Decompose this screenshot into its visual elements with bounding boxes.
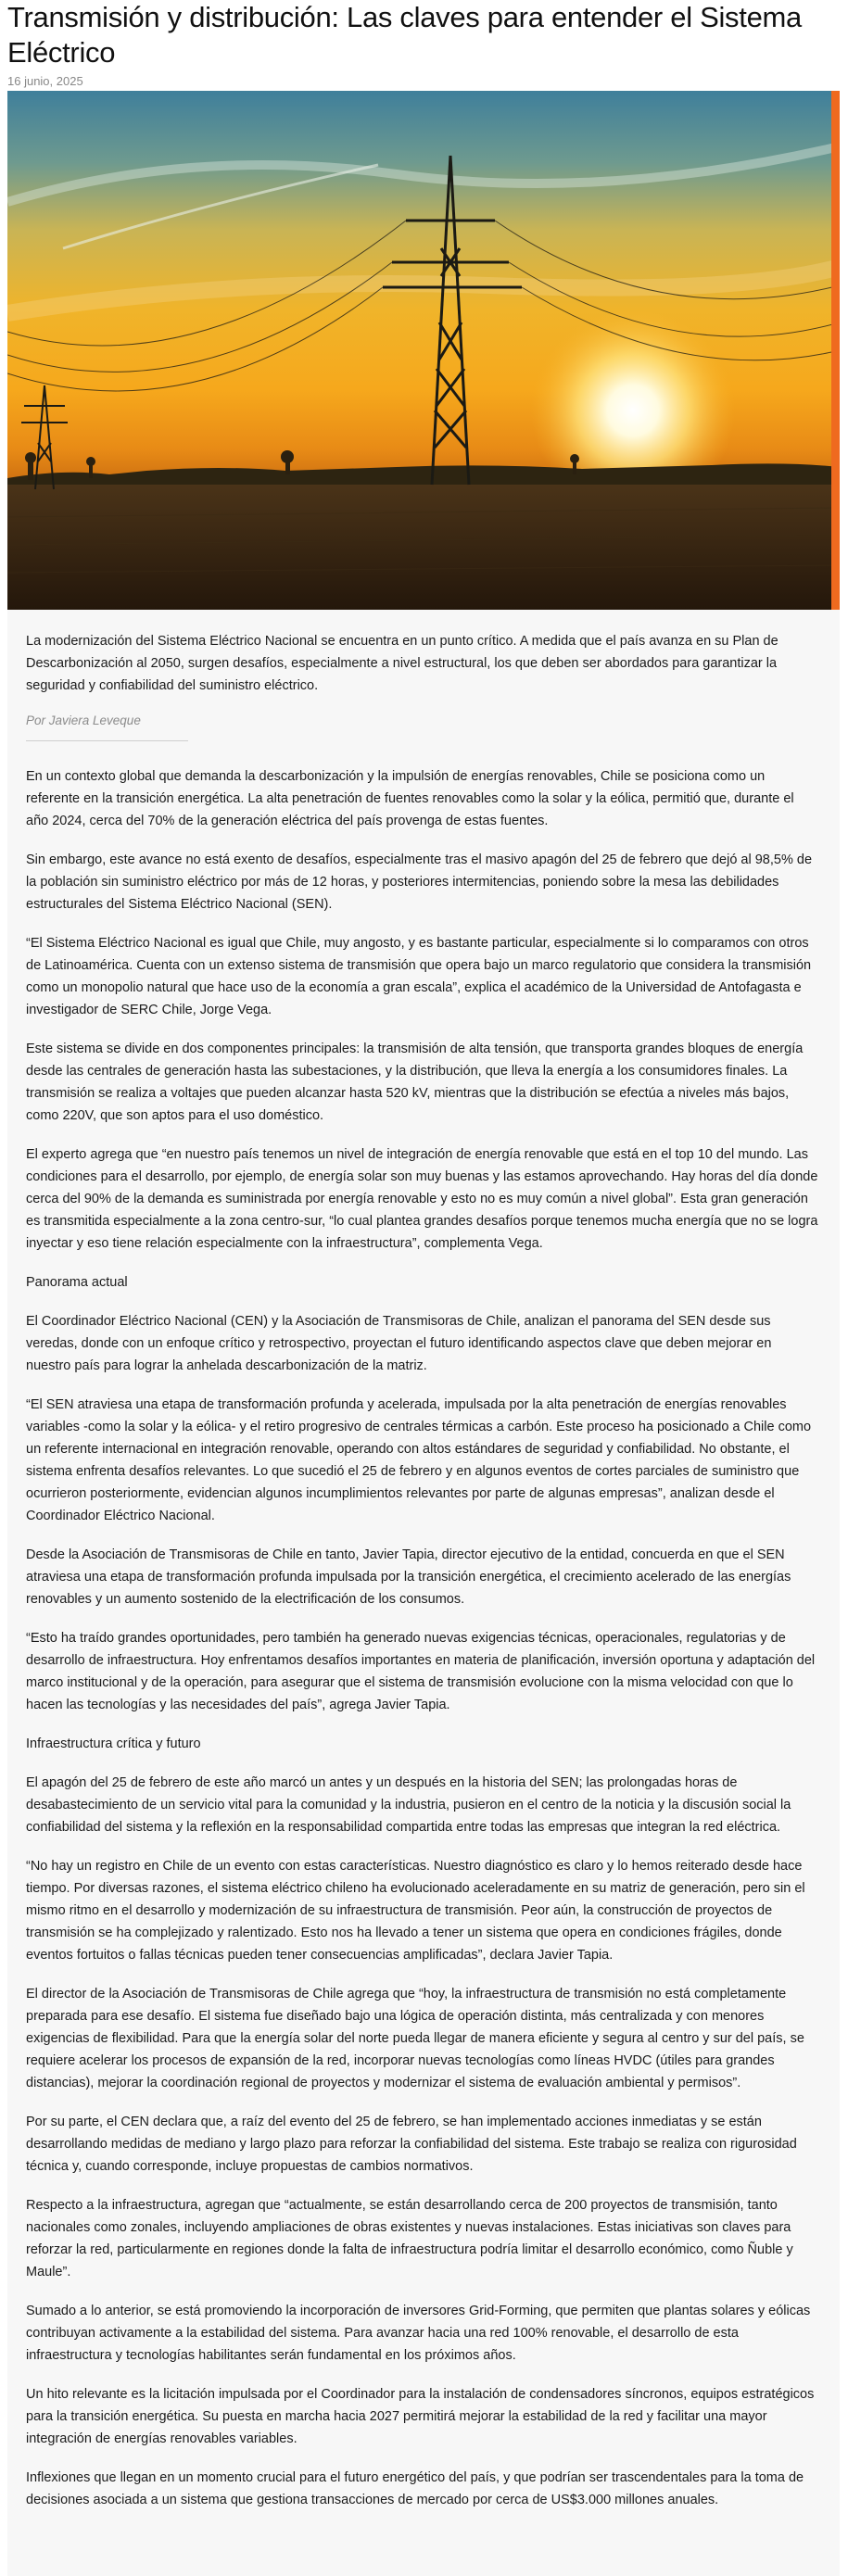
article-byline: Por Javiera Leveque — [26, 713, 141, 727]
article-paragraph: Sumado a lo anterior, se está promoviendo la incorporación de inversores Grid-Forming, que permiten que plantas solares y eólicas contribuyan activamente a la estabilidad del sistema. Para avanzar hacia una red 100% renovable, el desarrollo de esta infraestructura y tecnologías habilitantes serán fundamental en los próximos años. — [26, 2304, 811, 2363]
article-paragraph: El apagón del 25 de febrero de este año marcó un antes y un después en la historia del SEN; las prolongadas horas de desabastecimiento de un servicio vital para la comunidad y la industria, pusieron en el centro de la noticia y la discusión social la confiabilidad del sistema y la reflexión en la responsabilidad compartida entre todas las empresas que integran la red eléctrica. — [26, 1775, 791, 1835]
article-paragraph: El director de la Asociación de Transmisoras de Chile agrega que “hoy, la infraestructura de transmisión no está completamente preparada para ese desafío. El sistema fue diseñado bajo una lógica de operación distinta, más centralizada y con menores exigencias de flexibilidad. Para que la energía solar del norte pueda llegar de manera eficiente y segura al centro y sur del país, se requiere acelerar los procesos de expansión de la red, incorporar nuevas tecnologías como líneas HVDC (útiles para grandes distancias), mejorar la coordinación regional de proyectos y modernizar el sistema de evaluación ambiental y permisos”. — [26, 1987, 804, 2090]
section-heading-infraestructura: Infraestructura crítica y futuro — [26, 1736, 201, 1751]
article-date: 16 junio, 2025 — [7, 74, 83, 88]
article-paragraph: El Coordinador Eléctrico Nacional (CEN) y la Asociación de Transmisoras de Chile, analizan el panorama del SEN desde sus veredas, donde con un enfoque crítico y retrospectivo, proyectan el futuro identificando aspectos clave que deben mejorar en nuestro país para lograr la anhelada descarbonización de la matriz. — [26, 1314, 772, 1373]
sunset-pylon-illustration — [7, 91, 840, 610]
article-header — [7, 0, 832, 88]
section-heading-panorama: Panorama actual — [26, 1275, 128, 1290]
article-paragraph: “No hay un registro en Chile de un evento con estas características. Nuestro diagnóstico es claro y lo hemos reiterado desde hace tiempo. Por diversas razones, el sistema eléctrico chileno ha evolucionado aceleradamente en su matriz de generación, pero sin el mismo ritmo en el desarrollo y modernización de su infraestructura de transmisión. Peor aún, la construcción de proyectos de transmisión se ha complejizado y ralentizado. Esto nos ha llevado a tener un sistema que opera en condiciones frágiles, donde eventos fortuitos o fallas técnicas pueden tener consecuencias amplificadas”, declara Javier Tapia. — [26, 1859, 805, 1963]
article-paragraph: Sin embargo, este avance no está exento de desafíos, especialmente tras el masivo apagón del 25 de febrero que dejó al 98,5% de la población sin suministro eléctrico por más de 12 horas, y posteriores intermitencias, poniendo sobre la mesa las debilidades estructurales del Sistema Eléctrico Nacional (SEN). — [26, 852, 813, 912]
article-paragraph: Respecto a la infraestructura, agregan que “actualmente, se están desarrollando cerca de 200 proyectos de transmisión, tanto nacionales como zonales, incluyendo ampliaciones de obras existentes y nuevas instalaciones. Estas iniciativas son claves para reforzar la red, particularmente en regiones donde la falta de infraestructura podría limitar el desarrollo económico, como Ñuble y Maule”. — [26, 2198, 793, 2279]
article-lede: La modernización del Sistema Eléctrico Nacional se encuentra en un punto crítico. A medida que el país avanza en su Plan de Descarbonización al 2050, surgen desafíos, especialmente a nivel estructural, los que deben ser abordados para garantizar la seguridad y confiabilidad del suministro eléctrico. — [26, 634, 778, 693]
article-paragraph: Por su parte, el CEN declara que, a raíz del evento del 25 de febrero, se han implementado acciones inmediatas y se están desarrollando medidas de mediano y largo plazo para reforzar la confiabilidad del sistema. Este trabajo se realiza con rigurosidad técnica y, cuando corresponde, incluye propuestas de cambios normativos. — [26, 2115, 797, 2174]
article-paragraph: El experto agrega que “en nuestro país tenemos un nivel de integración de energía renovable que está en el top 10 del mundo. Las condiciones para el desarrollo, por ejemplo, de energía solar son muy buenas y las estamos aprovechando. Hay horas del día donde cerca del 90% de la demanda es suministrada por energía renovable y esto no es muy común a nivel global”. Esta gran generación es transmitida especialmente a la zona centro-sur, “lo cual plantea grandes desafíos porque tenemos mucha energía que no se logra inyectar y eso tiene relación especialmente con la infraestructura”, complementa Vega. — [26, 1147, 818, 1251]
article-paragraph: En un contexto global que demanda la descarbonización y la impulsión de energías renovables, Chile se posiciona como un referente en la transición energética. La alta penetración de fuentes renovables como la solar y la eólica, permitió que, durante el año 2024, cerca del 70% de la generación eléctrica del país provenga de estas fuentes. — [26, 769, 794, 828]
article-paragraph: Inflexiones que llegan en un momento crucial para el futuro energético del país, y que podrían ser trascendentales para la toma de decisiones asociada a un sistema que gestiona transacciones de mercado por cerca de US$3.000 millones anuales. — [26, 2470, 804, 2507]
byline-divider — [26, 740, 188, 741]
article-title: Transmisión y distribución: Las claves para entender el Sistema Eléctrico — [7, 1, 802, 69]
hero-image — [7, 91, 840, 610]
accent-bar — [831, 91, 840, 610]
article-paragraph: Desde la Asociación de Transmisoras de Chile en tanto, Javier Tapia, director ejecutivo de la entidad, concuerda en que el SEN atraviesa una etapa de transformación profunda impulsada por la transición energética, el crecimiento acelerado de las energías renovables y un aumento sostenido de la electrificación de los consumos. — [26, 1547, 791, 1607]
article-paragraph: Un hito relevante es la licitación impulsada por el Coordinador para la instalación de condensadores síncronos, equipos estratégicos para la transición energética. Su puesta en marcha hacia 2027 permitirá mejorar la estabilidad de la red y facilitar una mayor integración de energías renovables variables. — [26, 2387, 815, 2446]
article-content — [26, 630, 818, 2528]
article-paragraph: “El SEN atraviesa una etapa de transformación profunda y acelerada, impulsada por la alta penetración de energías renovables variables -como la solar y la eólica- y el retiro progresivo de centrales térmicas a carbón. Este proceso ha posicionado a Chile como un referente internacional en integración renovable, operando con altos estándares de seguridad y confiabilidad. No obstante, el sistema enfrenta desafíos relevantes. Lo que sucedió el 25 de febrero y en algunos eventos de cortes parciales de suministro que ocurrieron posteriormente, evidencian algunos incumplimientos relevantes por parte de algunas empresas”, analizan desde el Coordinador Eléctrico Nacional. — [26, 1397, 812, 1523]
article-paragraph: “Esto ha traído grandes oportunidades, pero también ha generado nuevas exigencias técnicas, operacionales, regulatorias y de desarrollo de infraestructura. Hoy enfrentamos desafíos importantes en materia de planificación, inversión oportuna y adaptación del marco institucional y de la operación, para asegurar que el sistema de transmisión evolucione con la misma velocidad con que lo hacen las tecnologías y las necesidades del país”, agrega Javier Tapia. — [26, 1631, 816, 1712]
article-paragraph: “El Sistema Eléctrico Nacional es igual que Chile, muy angosto, y es bastante particular, especialmente si lo comparamos con otros de Latinoamérica. Cuenta con un extenso sistema de transmisión que opera bajo un marco regulatorio que considera la transmisión como un monopolio natural que hace uso de la economía a gran escala”, explica el académico de la Universidad de Antofagasta e investigador de SERC Chile, Jorge Vega. — [26, 936, 812, 1017]
article-paragraph: Este sistema se divide en dos componentes principales: la transmisión de alta tensión, que transporta grandes bloques de energía desde las centrales de generación hasta las subestaciones, y la distribución, que lleva la energía a los consumidores finales. La transmisión se realiza a voltajes que pueden alcanzar hasta 520 kV, mientras que la distribución se efectúa a niveles más bajos, como 220V, que son aptos para el uso doméstico. — [26, 1042, 804, 1123]
